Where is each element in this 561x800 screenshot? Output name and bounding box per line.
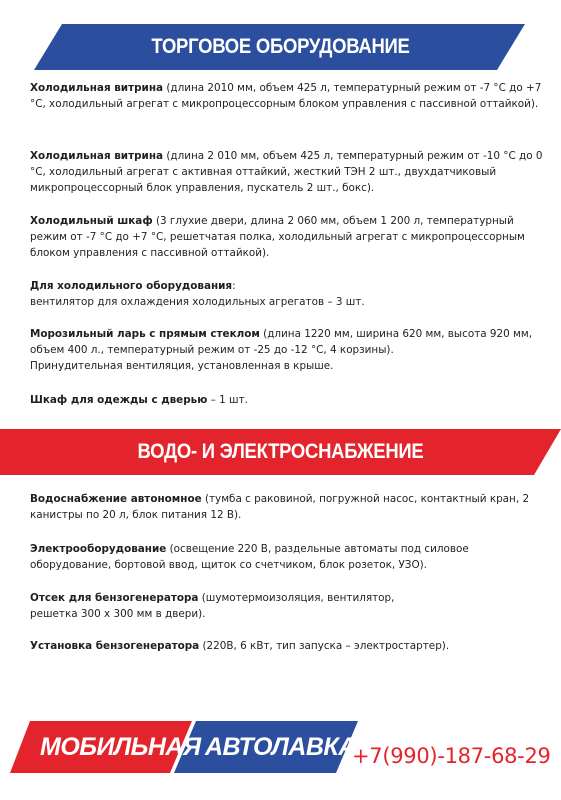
- item-name: Отсек для бензогенератора: [30, 592, 199, 604]
- utility-item-4: [30, 638, 545, 654]
- trade-item-6: [30, 392, 545, 408]
- item-name: Водоснабжение автономное: [30, 493, 202, 505]
- item-details: – 1 шт.: [207, 394, 248, 406]
- item-line2: вентилятор для охлаждения холодильных агрегатов – 3 шт.: [30, 296, 365, 308]
- section-title-utilities: ВОДО- И ЭЛЕКТРОСНАБЖЕНИЕ: [137, 440, 424, 463]
- item-name: Холодильная витрина: [30, 82, 164, 94]
- trade-item-5: [30, 326, 545, 374]
- item-name: Холодильный шкаф: [30, 215, 153, 227]
- item-line2: Принудительная вентиляция, установленная в крыше.: [30, 360, 334, 372]
- trade-item-1: [30, 80, 545, 112]
- item-name: Электрооборудование: [30, 543, 167, 555]
- item-details: :: [232, 280, 236, 292]
- section-banner-utilities: [0, 429, 561, 475]
- trade-item-4: [30, 278, 545, 310]
- item-details: (шумотермоизоляция, вентилятор,: [198, 592, 395, 604]
- trade-item-2: [30, 148, 545, 196]
- item-name: Шкаф для одежды с дверью: [30, 394, 208, 406]
- utility-item-1: [30, 491, 545, 523]
- item-details: (длина 1220 мм, ширина 620 мм, высота 920 мм, объем 400 л., температурный режим от -25 до -12 °С, 4 корзины).: [30, 328, 533, 356]
- brand-word-autoshop: АВТОЛАВКА: [205, 733, 356, 761]
- item-details: (3 глухие двери, длина 2 060 мм, объем 1 200 л, температурный режим от -7 °С до +7 °С, решетчатая полка, холодильный агрегат с микропроцессорным блоком управления с пассивной оттайкой).: [30, 215, 525, 259]
- item-name: Холодильная витрина: [30, 150, 164, 162]
- item-details: (длина 2010 мм, объем 425 л, температурный режим от -7 °С до +7 °С, холодильный агрегат с микропроцессорным блоком управления с пассивной оттайкой).: [30, 82, 542, 110]
- section-title-trade-equipment: ТОРГОВОЕ ОБОРУДОВАНИЕ: [151, 35, 410, 58]
- item-name: Установка бензогенератора: [30, 640, 200, 652]
- item-line2: решетка 300 х 300 мм в двери).: [30, 608, 206, 620]
- phone-number[interactable]: +7(990)-187-68-29: [352, 744, 551, 768]
- utility-item-2: [30, 541, 545, 573]
- item-details: (длина 2 010 мм, объем 425 л, температурный режим от -10 °С до 0 °С, холодильный агрегат с активная оттайкий, жесткий ТЭН 2 шт., двухдатчиковый микропроцессорный блок управления, пускатель 2 шт., бокс).: [30, 150, 543, 194]
- trade-item-3: [30, 213, 545, 261]
- item-details: (освещение 220 В, раздельные автоматы под силовое оборудование, бортовой ввод, щиток со счетчиком, блок розеток, УЗО).: [30, 543, 469, 571]
- brand-word-mobile: МОБИЛЬНАЯ: [40, 733, 201, 761]
- item-details: (тумба с раковиной, погружной насос, контактный кран, 2 канистры по 20 л, блок питания 12 В).: [30, 493, 530, 521]
- item-details: (220В, 6 кВт, тип запуска – электростартер).: [199, 640, 450, 652]
- utility-item-3: [30, 590, 545, 622]
- item-name: Морозильный ларь с прямым стеклом: [30, 328, 260, 340]
- item-name: Для холодильного оборудования: [30, 280, 233, 292]
- section-banner-trade-equipment: [0, 24, 561, 70]
